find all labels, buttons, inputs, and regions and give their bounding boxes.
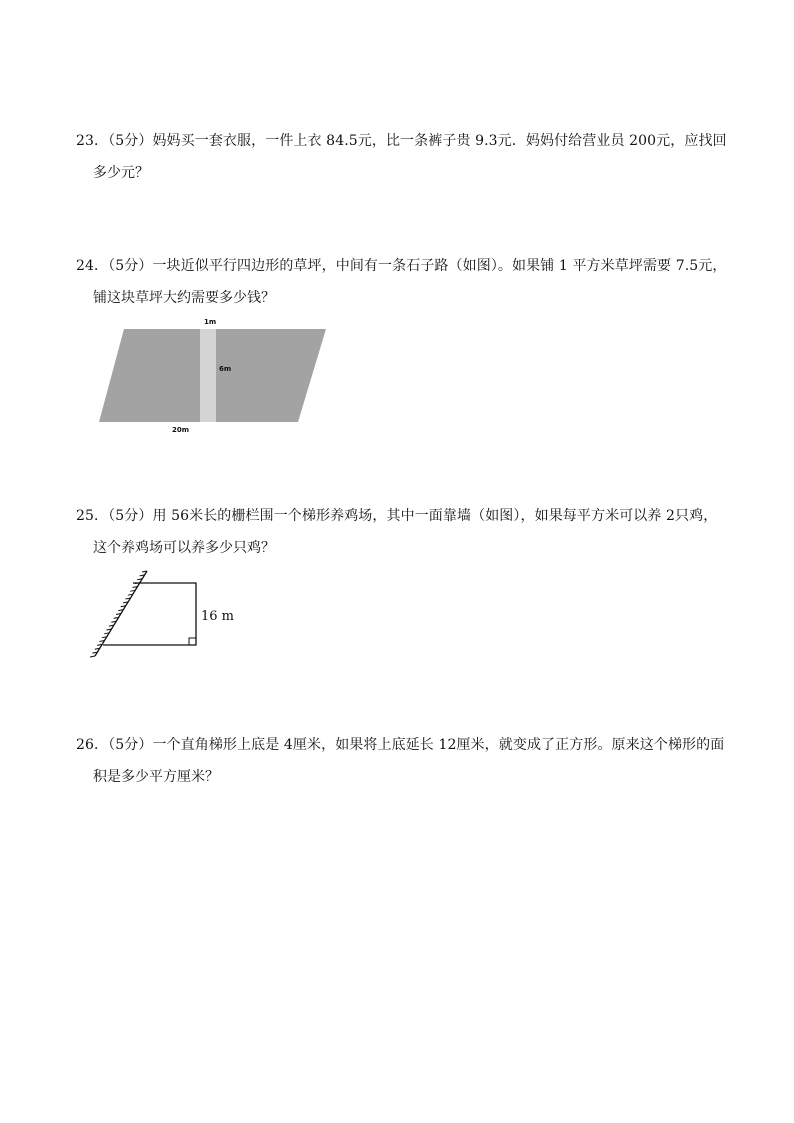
stone-path <box>200 329 216 422</box>
question-text: 一块近似平行四边形的草坪，中间有一条石子路（如图）。如果铺 1 平方米草坪需要 7.5元， <box>152 258 727 274</box>
question-23 <box>76 126 726 188</box>
question-points: （5分） <box>108 508 153 524</box>
question-text: 妈妈买一套衣服，一件上衣 84.5元，比一条裤子贵 9.3元．妈妈付给营业员 200元，应找回 <box>152 133 727 149</box>
question-23-line1 <box>76 126 726 156</box>
height-label: 16 m <box>201 609 235 624</box>
question-text: 用 56米长的栅栏围一个梯形养鸡场，其中一面靠墙（如图），如果每平方米可以养 2只鸡， <box>152 508 718 524</box>
question-text: 一个直角梯形上底是 4厘米，如果将上底延长 12厘米，就变成了正方形。原来这个梯形的面 <box>152 737 725 753</box>
question-points: （5分） <box>108 258 153 274</box>
question-25 <box>76 501 726 563</box>
question-number: 25． <box>76 508 109 524</box>
question-points: （5分） <box>108 133 153 149</box>
question-26-line2: 积是多少平方厘米？ <box>93 769 219 785</box>
question-points: （5分） <box>108 737 153 753</box>
question-24-line1 <box>76 251 726 281</box>
question-24-line2: 铺这块草坪大约需要多少钱？ <box>93 290 275 306</box>
base-length-label: 20m <box>172 426 190 434</box>
question-24 <box>76 251 726 313</box>
question-26 <box>76 730 726 792</box>
path-height-label: 6m <box>219 365 232 373</box>
question-25-line1 <box>76 501 726 531</box>
question-number: 26． <box>76 737 109 753</box>
right-angle-mark <box>189 638 196 645</box>
question-26-line1 <box>76 730 726 760</box>
path-width-label: 1m <box>204 318 217 326</box>
question-23-line2: 多少元？ <box>93 165 149 181</box>
question-number: 23． <box>76 133 109 149</box>
hatch-tick <box>90 656 95 657</box>
question-number: 24． <box>76 258 109 274</box>
question-25-line2: 这个养鸡场可以养多少只鸡？ <box>93 540 275 556</box>
chicken-farm-trapezoid-figure <box>88 565 248 665</box>
lawn-parallelogram-figure <box>90 310 340 440</box>
